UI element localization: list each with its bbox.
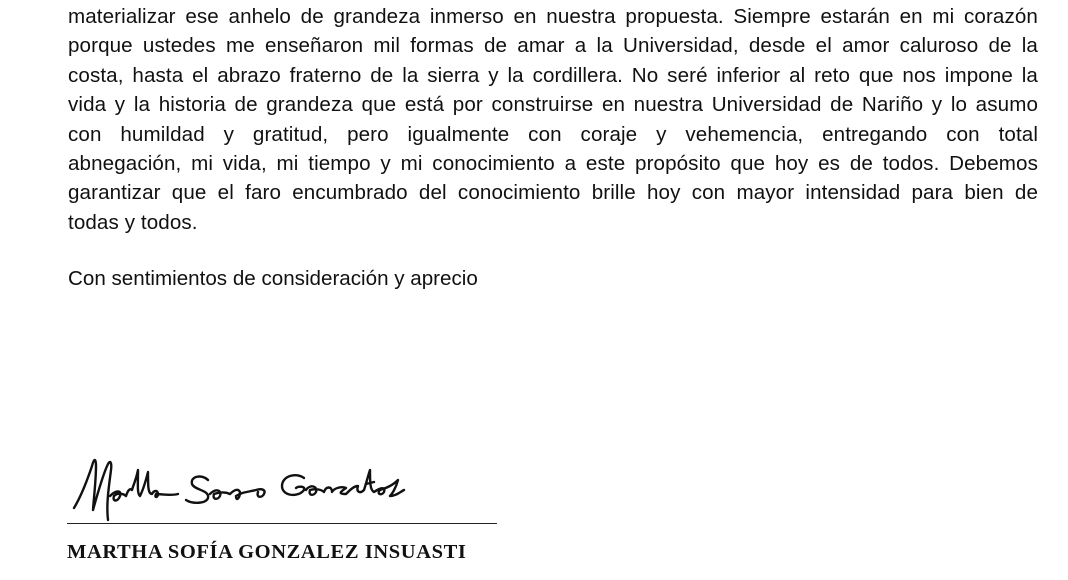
body-line-3: costa, hasta el abrazo fraterno de la sierra y la cordillera. No seré inferior al reto que nos impone la xyxy=(68,63,1038,87)
signer-name: MARTHA SOFÍA GONZALEZ INSUASTI xyxy=(67,541,467,563)
body-line-2: porque ustedes me enseñaron mil formas de amar a la Universidad, desde el amor caluroso de la xyxy=(68,34,1038,58)
signature-line xyxy=(67,523,497,524)
body-line-8: todas y todos. xyxy=(68,210,198,234)
body-line-5: con humildad y gratitud, pero igualmente con coraje y vehemencia, entregando con total xyxy=(68,122,1038,146)
handwritten-signature xyxy=(70,440,470,530)
body-line-7: garantizar que el faro encumbrado del conocimiento brille hoy con mayor intensidad para bien de xyxy=(68,181,1038,205)
body-line-6: abnegación, mi vida, mi tiempo y mi conocimiento a este propósito que hoy es de todos. Debemos xyxy=(68,152,1038,176)
body-line-1: materializar ese anhelo de grandeza inmerso en nuestra propuesta. Siempre estarán en mi corazón xyxy=(68,5,1038,28)
closing-salutation: Con sentimientos de consideración y aprecio xyxy=(68,267,478,290)
body-line-4: vida y la historia de grandeza que está por construirse en nuestra Universidad de Nariño y lo asumo xyxy=(68,93,1038,117)
letter-body-paragraph xyxy=(68,2,1038,237)
